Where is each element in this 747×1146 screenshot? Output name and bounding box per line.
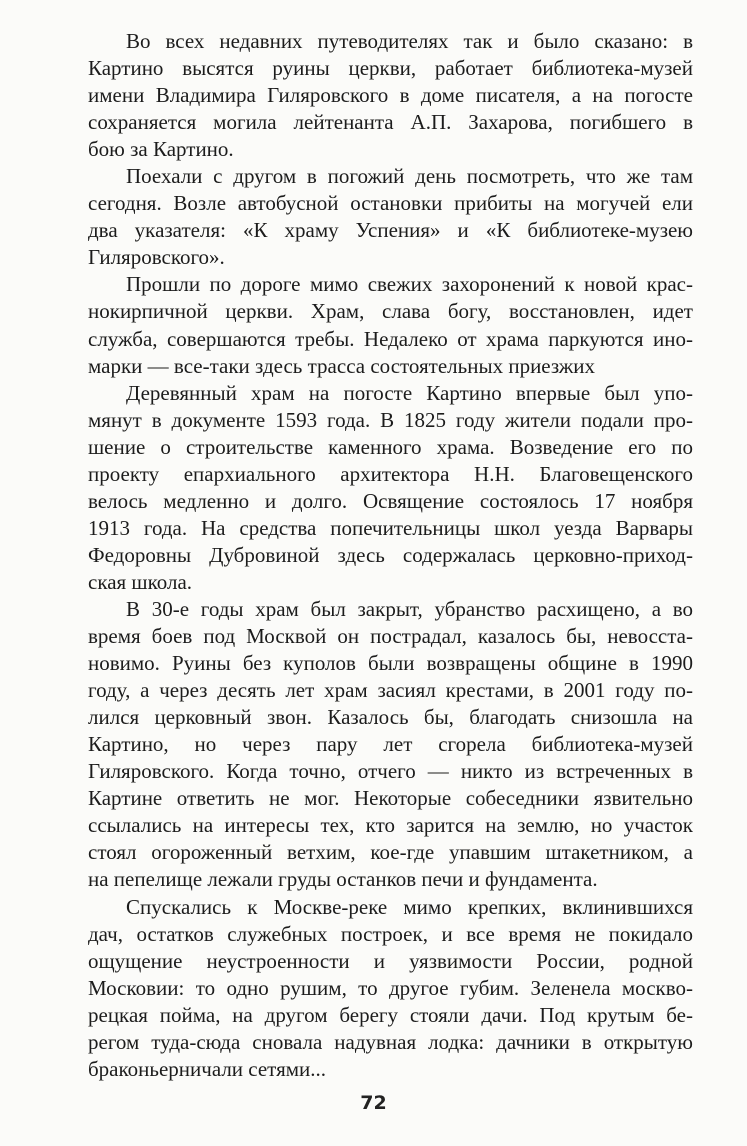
text-line: бою за Картино. <box>88 137 234 162</box>
text-line: Гиляровского. Когда точно, отчего — никто из встреченных в <box>88 759 693 784</box>
paragraph <box>88 163 693 271</box>
text-line: Картино, но через пару лет сгорела библиотека-музей <box>88 732 693 757</box>
text-line: марки — все-таки здесь трасса состоятельных приезжих <box>88 353 596 378</box>
text-line: проекту епархиального архитектора Н.Н. Благовещенского <box>88 461 693 486</box>
text-line: Гиляровского». <box>88 245 225 270</box>
text-line: нокирпичной церкви. Храм, слава богу, восстановлен, идет <box>88 299 693 324</box>
text-line: году, а через десять лет храм засиял крестами, в 2001 году по- <box>88 678 693 703</box>
text-line: сегодня. Возле автобусной остановки прибиты на могучей ели <box>88 191 693 216</box>
text-line: Московии: то одно рушим, то другое губим. Зеленела москво- <box>88 975 693 1000</box>
text-line: ская школа. <box>88 569 193 594</box>
paragraph <box>88 894 693 1083</box>
text-line: Во всех недавних путеводителях так и было сказано: в <box>126 29 693 53</box>
text-line: 1913 года. На средства попечительницы школ уезда Варвары <box>88 515 693 540</box>
text-line: Картино высятся руины церкви, работает библиотека-музей <box>88 56 693 81</box>
text-line: шение о строительстве каменного храма. Возведение его по <box>88 434 693 459</box>
text-line: велось медленно и долго. Освящение состоялось 17 ноября <box>88 488 693 513</box>
paragraph <box>88 596 693 894</box>
text-line: имени Владимира Гиляровского в доме писателя, а на погосте <box>88 83 693 108</box>
text-line: Прошли по дороге мимо свежих захоронений к новой крас- <box>126 272 693 297</box>
text-line: ощущение неустроенности и уязвимости России, родной <box>88 948 693 973</box>
page-body-text <box>88 28 693 1083</box>
text-line: Федоровны Дубровиной здесь содержалась церковно-приход- <box>88 542 693 567</box>
text-line: мянут в документе 1593 года. В 1825 году жители подали про- <box>88 407 693 432</box>
paragraph <box>88 271 693 379</box>
text-line: В 30-е годы храм был закрыт, убранство расхищено, а во <box>126 596 693 621</box>
text-line: время боев под Москвой он пострадал, казалось бы, невосста- <box>88 624 693 649</box>
text-line: новимо. Руины без куполов были возвращены общине в 1990 <box>88 651 693 676</box>
text-line: служба, совершаются требы. Недалеко от храма паркуются ино- <box>88 326 693 351</box>
text-line: стоял огороженный ветхим, кое-где упавшим штакетником, а <box>88 840 693 865</box>
text-line: рецкая пойма, на другом берегу стояли дачи. Под крутым бе- <box>88 1002 693 1027</box>
text-line: Картине ответить не мог. Некоторые собеседники язвительно <box>88 786 693 811</box>
text-line: регом туда-сюда сновала надувная лодка: дачники в открытую <box>88 1029 693 1054</box>
paragraph <box>88 380 693 596</box>
text-line: лился церковный звон. Казалось бы, благодать снизошла на <box>88 705 693 730</box>
paragraph <box>88 28 693 163</box>
text-line: ссылались на интересы тех, кто зарится на землю, но участок <box>88 813 693 838</box>
text-line: на пепелище лежали груды останков печи и фундамента. <box>88 867 598 892</box>
text-line: Спускались к Москве-реке мимо крепких, вклинившихся <box>126 894 693 919</box>
text-line: сохраняется могила лейтенанта А.П. Захарова, погибшего в <box>88 110 693 135</box>
text-line: Поехали с другом в погожий день посмотреть, что же там <box>126 164 693 189</box>
text-line: браконьерничали сетями... <box>88 1056 327 1081</box>
text-line: Деревянный храм на погосте Картино впервые был упо- <box>126 380 693 405</box>
text-line: два указателя: «К храму Успения» и «К библиотеке-музею <box>88 218 693 243</box>
page-number: 72 <box>360 1092 387 1114</box>
text-line: дач, остатков служебных построек, и все время не покидало <box>88 921 693 946</box>
